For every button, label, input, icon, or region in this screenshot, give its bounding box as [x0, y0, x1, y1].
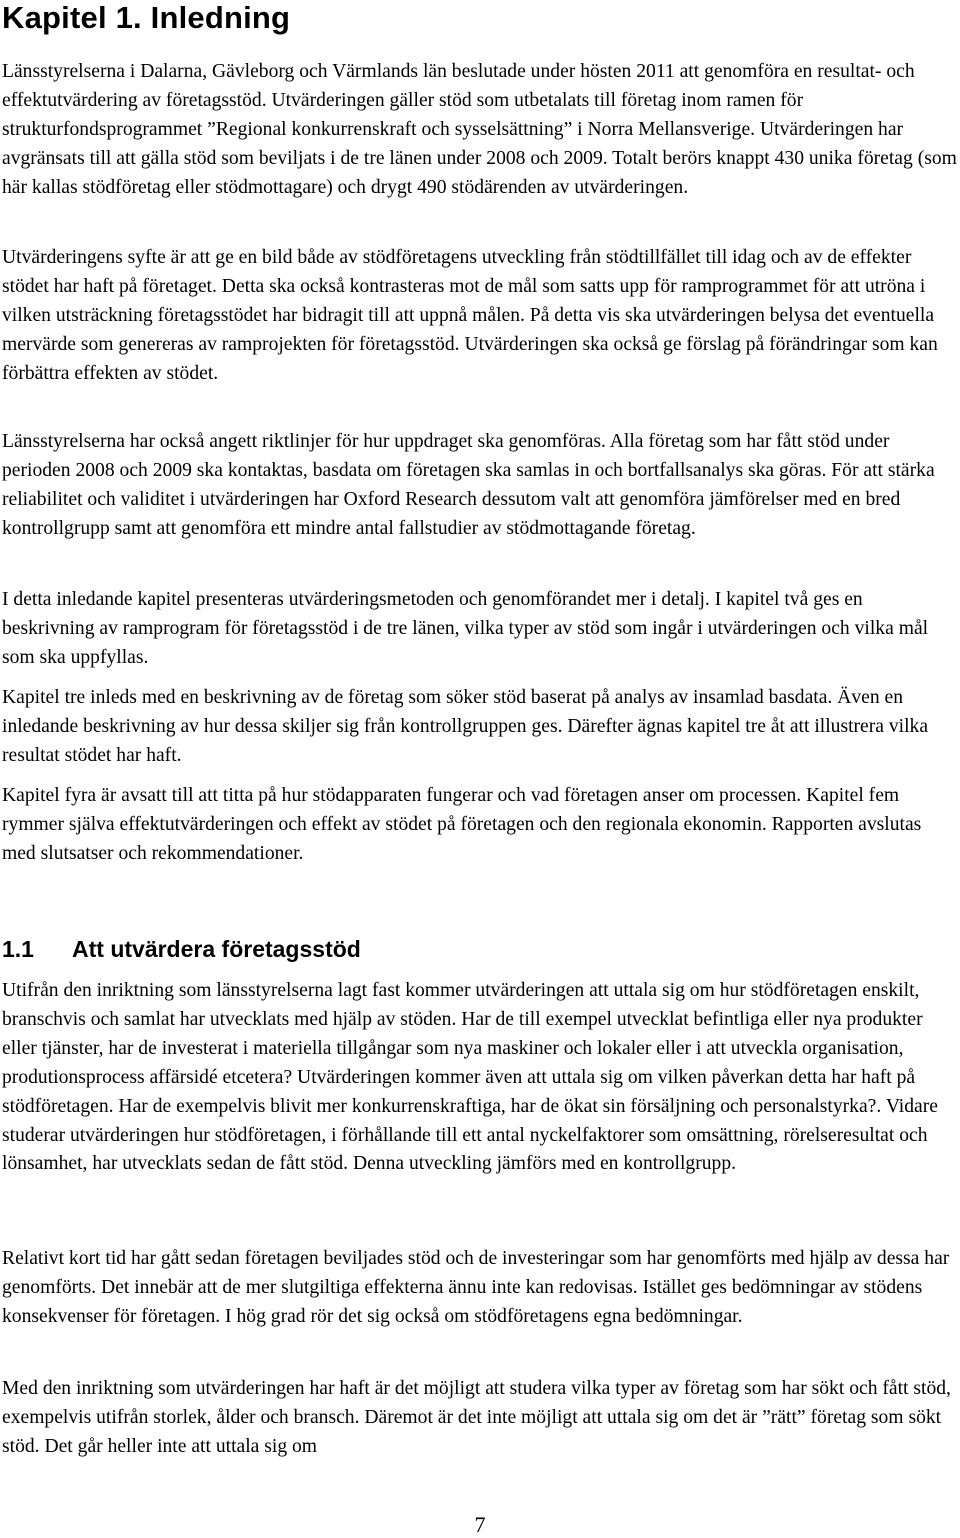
section-title: Att utvärdera företagsstöd	[72, 936, 361, 962]
chapter-title: Kapitel 1. Inledning	[2, 0, 291, 35]
paragraph-section-timing: Relativt kort tid har gått sedan företagen beviljades stöd och de investeringar som har genomförts med hjälp av dessa har genomförts. Det innebär att de mer slutgiltiga effekterna ännu inte kan redovisas. Istället ges bedömningar av stödens konsekvenser för företagen. I hög grad rör det sig också om stödföretagens egna bedömningar.	[2, 1248, 950, 1327]
paragraph-chapter-overview: I detta inledande kapitel presenteras utvärderingsmetoden och genomförandet mer i detalj. I kapitel två ges en beskrivning av ramprogram för företagsstöd i de tre länen, vilka typer av stöd som ingår i utvärderingen och vilka mål som ska uppfyllas.	[2, 589, 929, 668]
paragraph-chapter-three: Kapitel tre inleds med en beskrivning av de företag som söker stöd baserat på analys av insamlad basdata. Även en inledande beskrivning av hur dessa skiljer sig från kontrollgruppen ges. Därefter ägnas kapitel tre åt att illustrera vilka resultat stödet har haft.	[2, 687, 929, 766]
paragraph-purpose: Utvärderingens syfte är att ge en bild både av stödföretagens utveckling från stödtillfället till idag och av de effekter stödet har haft på företaget. Detta ska också kontrasteras mot de mål som satts upp för ramprogrammet för att utröna i vilken utsträckning företagsstödet har bidragit till att uppnå målen. På detta vis ska utvärderingen belysa det eventuella mervärde som genereras av ramprojekten för företagsstöd. Utvärderingen ska också ge förslag på förändringar som kan förbättra effekten av stödet.	[2, 247, 938, 384]
paragraph-chapter-four-five: Kapitel fyra är avsatt till att titta på hur stödapparaten fungerar och vad företagen anser om processen. Kapitel fem rymmer själva effektutvärderingen och effekt av stödet på företagen och den regionala ekonomin. Rapporten avslutas med slutsatser och rekommendationer.	[2, 785, 922, 864]
section-number: 1.1	[2, 936, 34, 962]
paragraph-section-intro: Utifrån den inriktning som länsstyrelserna lagt fast kommer utvärderingen att uttala sig om hur stödföretagen enskilt, branschvis och samlat har utvecklats med hjälp av stöden. Har de till exempel utvecklat befintliga eller nya produkter eller tjänster, har de investerat i materiella tillgångar som nya maskiner och lokaler eller i att utveckla organisation, produtionsprocess affärsidé etcetera? Utvärderingen kommer även att uttala sig om vilken påverkan detta har haft på stödföretagen. Har de exempelvis blivit mer konkurrenskraftiga, har de ökat sin försäljning och personalstyrka?. Vidare studerar utvärderingen hur stödföretagen, i förhållande till ett antal nyckelfaktorer som omsättning, rörelseresultat och lönsamhet, har utvecklats sedan de fått stöd. Denna utveckling jämförs med en kontrollgrupp.	[2, 980, 938, 1175]
page-number: 7	[474, 1512, 486, 1537]
paragraph-guidelines: Länsstyrelserna har också angett riktlinjer för hur uppdraget ska genomföras. Alla företag som har fått stöd under perioden 2008 och 2009 ska kontaktas, basdata om företagen ska samlas in och bortfallsanalys ska göras. För att stärka reliabilitet och validitet i utvärderingen har Oxford Research dessutom valt att genomföra jämförelser med en bred kontrollgrupp samt att genomföra ett mindre antal fallstudier av stödmottagande företag.	[2, 431, 935, 539]
paragraph-intro: Länsstyrelserna i Dalarna, Gävleborg och Värmlands län beslutade under hösten 2011 att genomföra en resultat- och effektutvärdering av företagsstöd. Utvärderingen gäller stöd som utbetalats till företag inom ramen för strukturfondsprogrammet ”Regional konkurrenskraft och sysselsättning” i Norra Mellansverige. Utvärderingen har avgränsats till att gälla stöd som beviljats i de tre länen under 2008 och 2009. Totalt berörs knappt 430 unika företag (som här kallas stödföretag eller stödmottagare) och drygt 490 stödärenden av utvärderingen.	[2, 61, 957, 198]
paragraph-section-scope: Med den inriktning som utvärderingen har haft är det möjligt att studera vilka typer av företag som har sökt och fått stöd, exempelvis utifrån storlek, ålder och bransch. Däremot är det inte möjligt att uttala sig om det är ”rätt” företag som sökt stöd. Det går heller inte att uttala sig om	[2, 1378, 951, 1457]
section-heading	[2, 934, 361, 964]
